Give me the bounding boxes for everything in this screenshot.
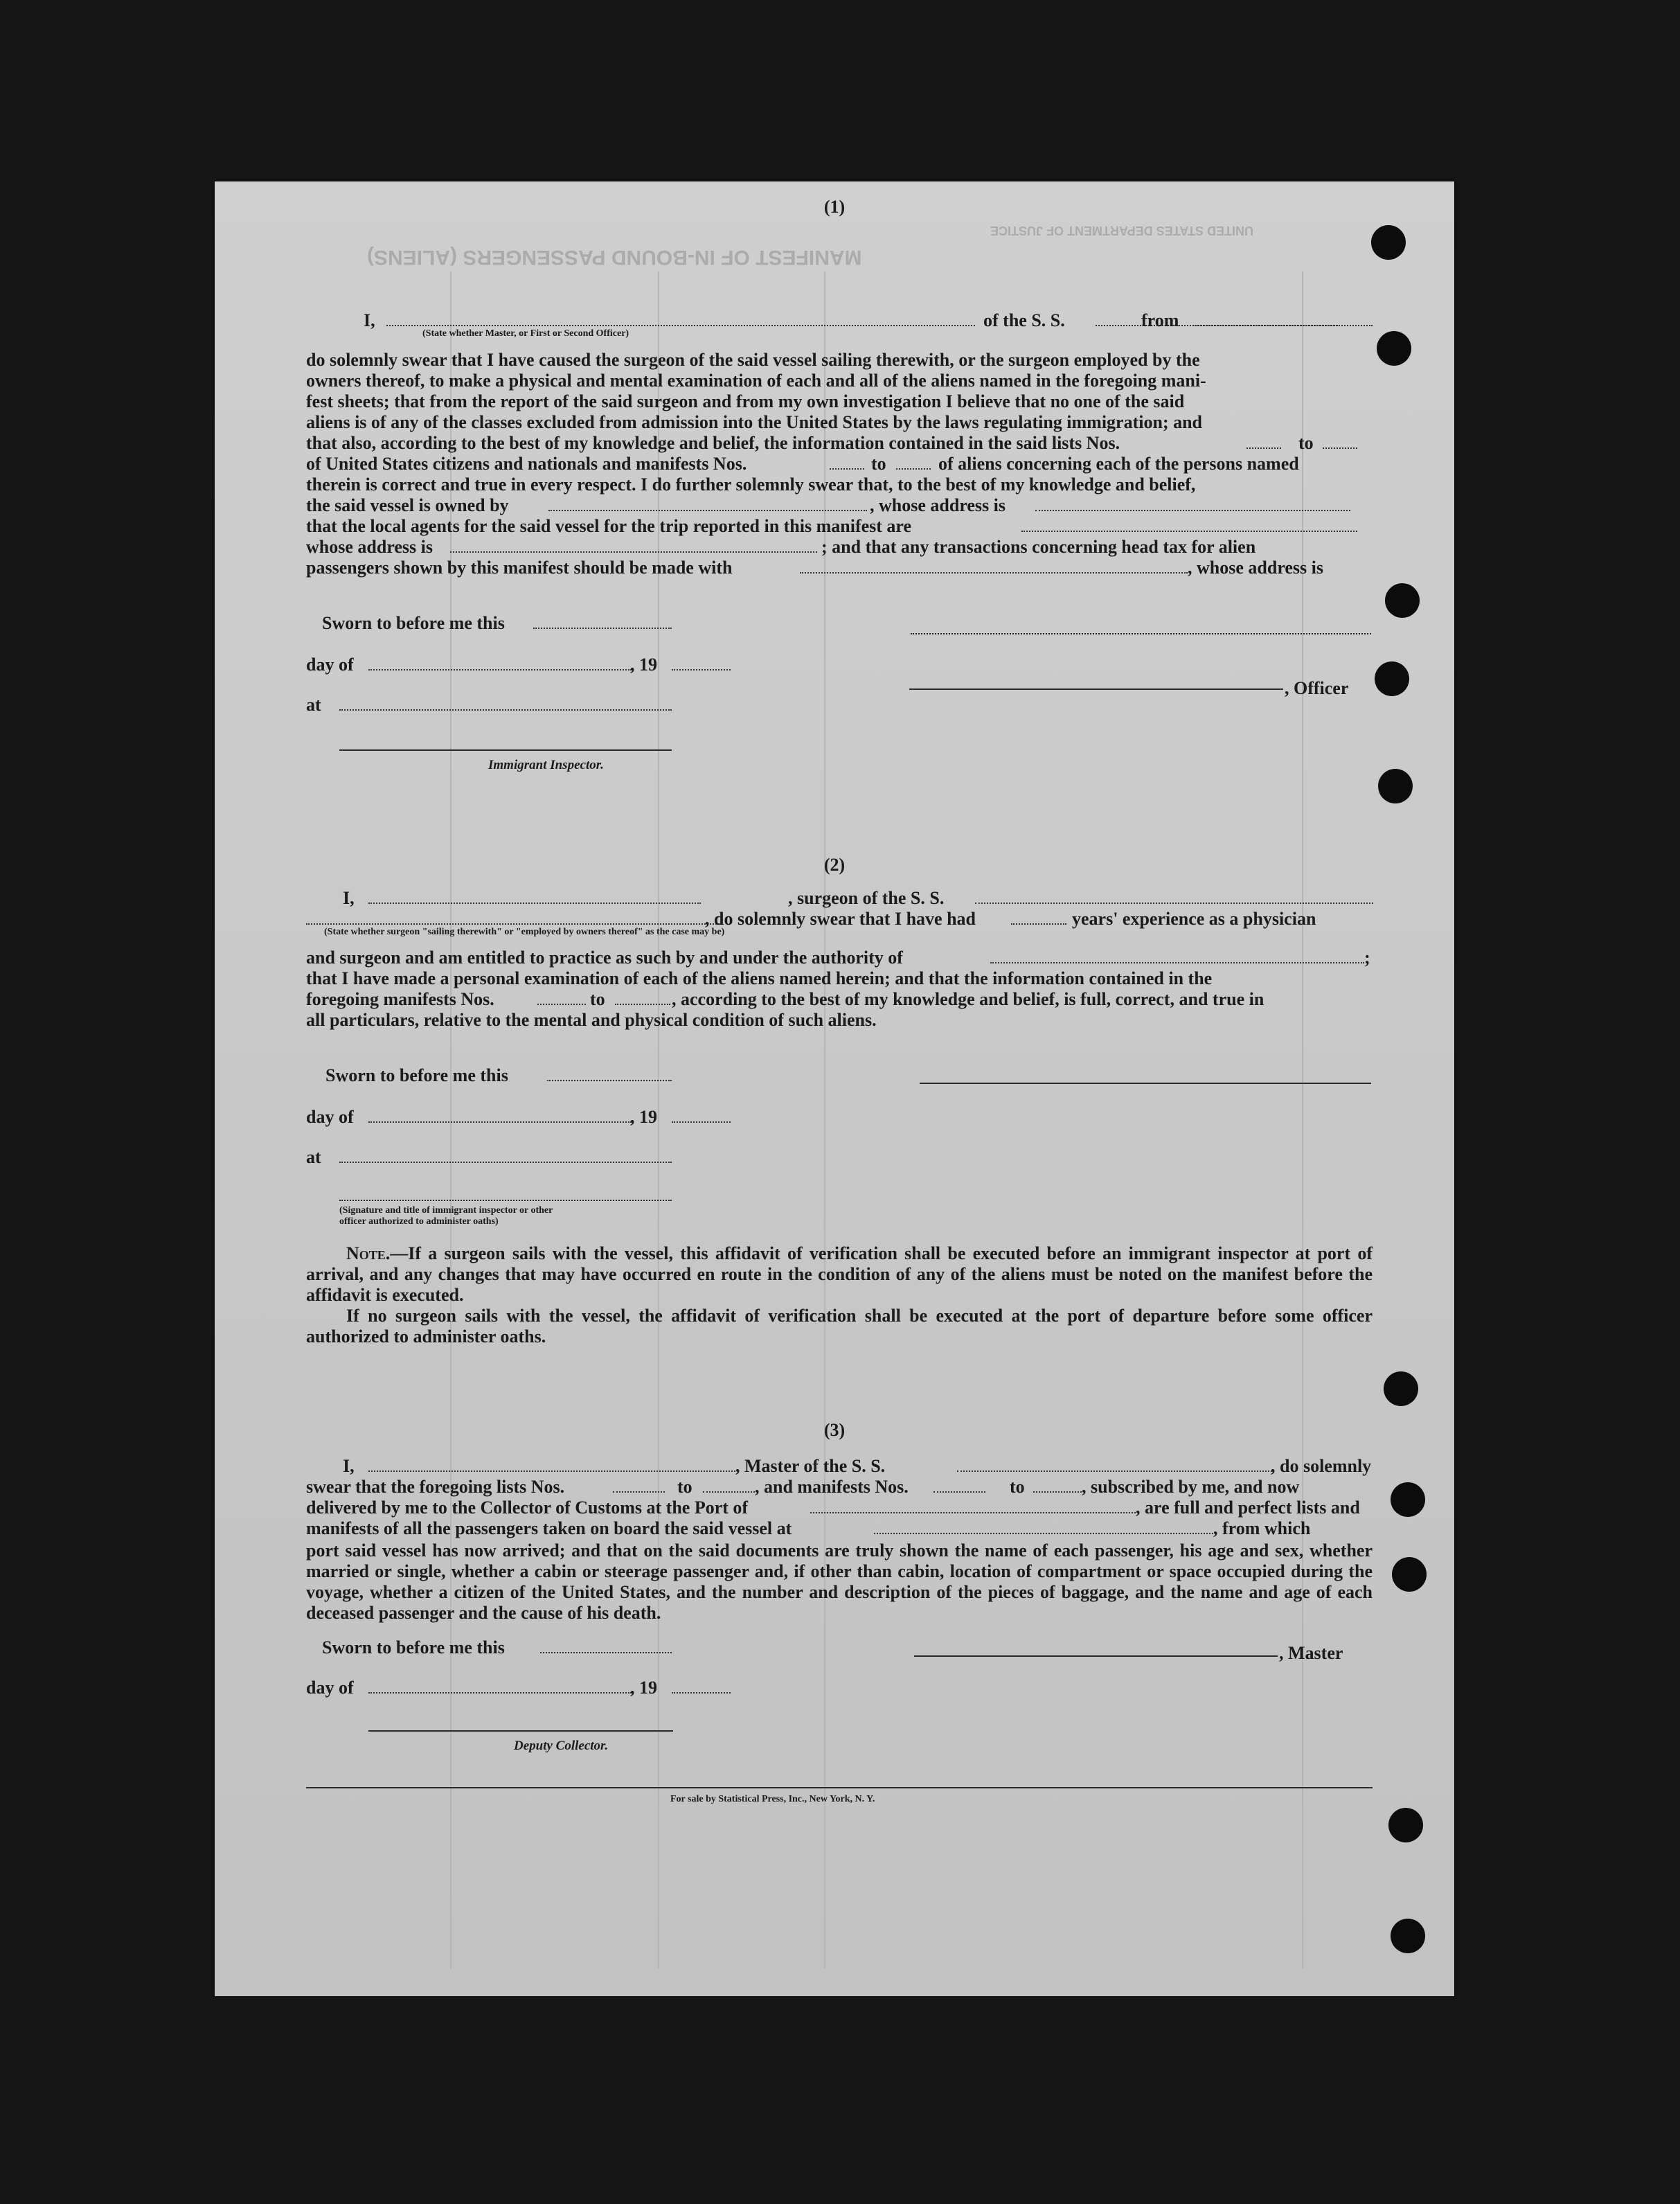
s1-body-0: do solemnly swear that I have caused the surgeon of the said vessel sailing therewith, or the surgeon employed by the (306, 350, 1200, 370)
s1-whose-2: , whose address is (1188, 558, 1324, 578)
s3-i: I, (343, 1456, 355, 1476)
s1-hint: (State whether Master, or First or Second Officer) (422, 328, 629, 339)
note-label: Note. (346, 1243, 391, 1263)
s2-semicolon: ; (1364, 948, 1370, 968)
punch-hole (1391, 1919, 1425, 1953)
s2-swear: , do solemnly swear that I have had (705, 909, 976, 929)
s2-years: years' experience as a physician (1072, 909, 1316, 929)
s1-at: at (306, 695, 321, 715)
s2-body-4: all particulars, relative to the mental and physical condition of such aliens. (306, 1010, 877, 1030)
s1-body-9: whose address is (306, 537, 434, 557)
s1-from: from (1141, 310, 1179, 330)
s1-aliens: of aliens concerning each of the persons named (938, 454, 1299, 474)
s3-manifests-all: manifests of all the passengers taken on board the said vessel at (306, 1518, 792, 1538)
s1-body-2: fest sheets; that from the report of the said surgeon and from my own investigation I believe that no one of the said (306, 391, 1185, 411)
s3-delivered: delivered by me to the Collector of Customs at the Port of (306, 1498, 749, 1518)
s1-inspector: Immigrant Inspector. (488, 758, 604, 772)
s2-i: I, (343, 888, 355, 908)
s1-i: I, (364, 310, 375, 330)
section-1-number: (1) (823, 197, 846, 217)
s3-sworn: Sworn to before me this (322, 1637, 505, 1658)
s1-body-6: therein is correct and true in every respect. I do further solemnly swear that, to the best of my knowledge and belief, (306, 474, 1196, 495)
section-3-number: (3) (823, 1420, 846, 1440)
s2-sig-hint: (Signature and title of immigrant inspector or other officer authorized to administer oaths) (339, 1205, 553, 1227)
s1-body-10: passengers shown by this manifest should be made with (306, 558, 733, 578)
footer-printer: For sale by Statistical Press, Inc., New York, N. Y. (670, 1794, 875, 1804)
section-2-number: (2) (823, 855, 846, 875)
s2-at: at (306, 1147, 321, 1167)
s3-master: , Master of the S. S. (735, 1456, 886, 1476)
s2-surgeon: , surgeon of the S. S. (788, 888, 945, 908)
punch-hole (1371, 225, 1406, 260)
s3-solemnly: , do solemnly (1271, 1456, 1372, 1476)
s1-officer: , Officer (1285, 678, 1349, 698)
punch-hole (1375, 661, 1409, 696)
s2-body-2: that I have made a personal examination of each of the aliens named herein; and that the information contained in the (306, 968, 1213, 988)
s3-master-sig: , Master (1279, 1643, 1343, 1663)
punch-hole (1388, 1808, 1423, 1842)
s1-day-of: day of (306, 655, 354, 675)
punch-hole (1392, 1557, 1427, 1592)
show-through-title: MANIFEST OF IN-BOUND PASSENGERS (ALIENS) (367, 246, 862, 269)
s2-body-3b: to (590, 989, 605, 1009)
s3-from-which: , from which (1213, 1518, 1311, 1538)
s3-to-2: to (1010, 1477, 1025, 1497)
note-paragraph-1 (306, 1243, 1373, 1306)
s3-manifests: , and manifests Nos. (755, 1477, 909, 1497)
s1-body-3: aliens is of any of the classes excluded from admission into the United States by the laws regulating immigration; and (306, 412, 1203, 432)
s1-sworn: Sworn to before me this (322, 613, 505, 633)
s2-nineteen: , 19 (630, 1107, 657, 1127)
punch-hole (1384, 1371, 1418, 1406)
s1-to-2: to (871, 454, 886, 474)
s1-of-ss: of the S. S. (983, 310, 1065, 330)
s1-head-tax: ; and that any transactions concerning head tax for alien (821, 537, 1256, 557)
s1-to: to (1298, 433, 1314, 453)
s2-body-1: and surgeon and am entitled to practice as such by and under the authority of (306, 948, 903, 968)
s3-nineteen: , 19 (630, 1678, 657, 1698)
s1-body-4: that also, according to the best of my knowledge and belief, the information contained in the said lists Nos. (306, 433, 1120, 453)
s2-hint: (State whether surgeon "sailing therewith" or "employed by owners thereof" as the case may be) (324, 927, 725, 937)
s3-body: port said vessel has now arrived; and that on the said documents are truly shown the name of each passenger, his age and sex, whether married or single, whether a cabin or steerage passenger and, if other than cabin, location of compartment or space occupied during the voyage, whether a citizen of the United States, and the number and description of the pieces of baggage, and the name and age of each deceased passenger and the cause of his death. (306, 1540, 1373, 1623)
note-text-1: —If a surgeon sails with the vessel, this affidavit of verification shall be executed before an immigrant inspector at port of arrival, and any changes that may have occurred en route in the condition of any of the aliens must be noted on the manifest before the affidavit is executed. (306, 1243, 1373, 1305)
punch-hole (1377, 331, 1411, 366)
s1-body-1: owners thereof, to make a physical and mental examination of each and all of the aliens named in the foregoing mani- (306, 371, 1206, 391)
punch-hole (1391, 1482, 1425, 1517)
punch-hole (1378, 769, 1413, 803)
s1-whose: , whose address is (870, 495, 1006, 515)
s3-day-of: day of (306, 1678, 354, 1698)
note-paragraph-2: If no surgeon sails with the vessel, the affidavit of verification shall be executed at the port of departure before some officer authorized to administer oaths. (306, 1306, 1373, 1347)
s1-body-8: that the local agents for the said vessel for the trip reported in this manifest are (306, 516, 912, 536)
s3-full: , are full and perfect lists and (1136, 1498, 1360, 1518)
s3-subscribed: , subscribed by me, and now (1082, 1477, 1300, 1497)
s3-swear: swear that the foregoing lists Nos. (306, 1477, 565, 1497)
punch-hole (1385, 583, 1420, 618)
s3-to-1: to (677, 1477, 692, 1497)
manifest-page (215, 181, 1454, 1996)
s2-day-of: day of (306, 1107, 354, 1127)
s3-collector: Deputy Collector. (514, 1739, 609, 1753)
s2-sworn: Sworn to before me this (325, 1065, 508, 1085)
s1-body-7: the said vessel is owned by (306, 495, 509, 515)
show-through-dept: UNITED STATES DEPARTMENT OF JUSTICE (990, 224, 1254, 238)
s1-body-5: of United States citizens and nationals and manifests Nos. (306, 454, 747, 474)
s2-body-3a: foregoing manifests Nos. (306, 989, 494, 1009)
s1-nineteen: , 19 (630, 655, 657, 675)
s2-body-3c: , according to the best of my knowledge and belief, is full, correct, and true in (672, 989, 1265, 1009)
